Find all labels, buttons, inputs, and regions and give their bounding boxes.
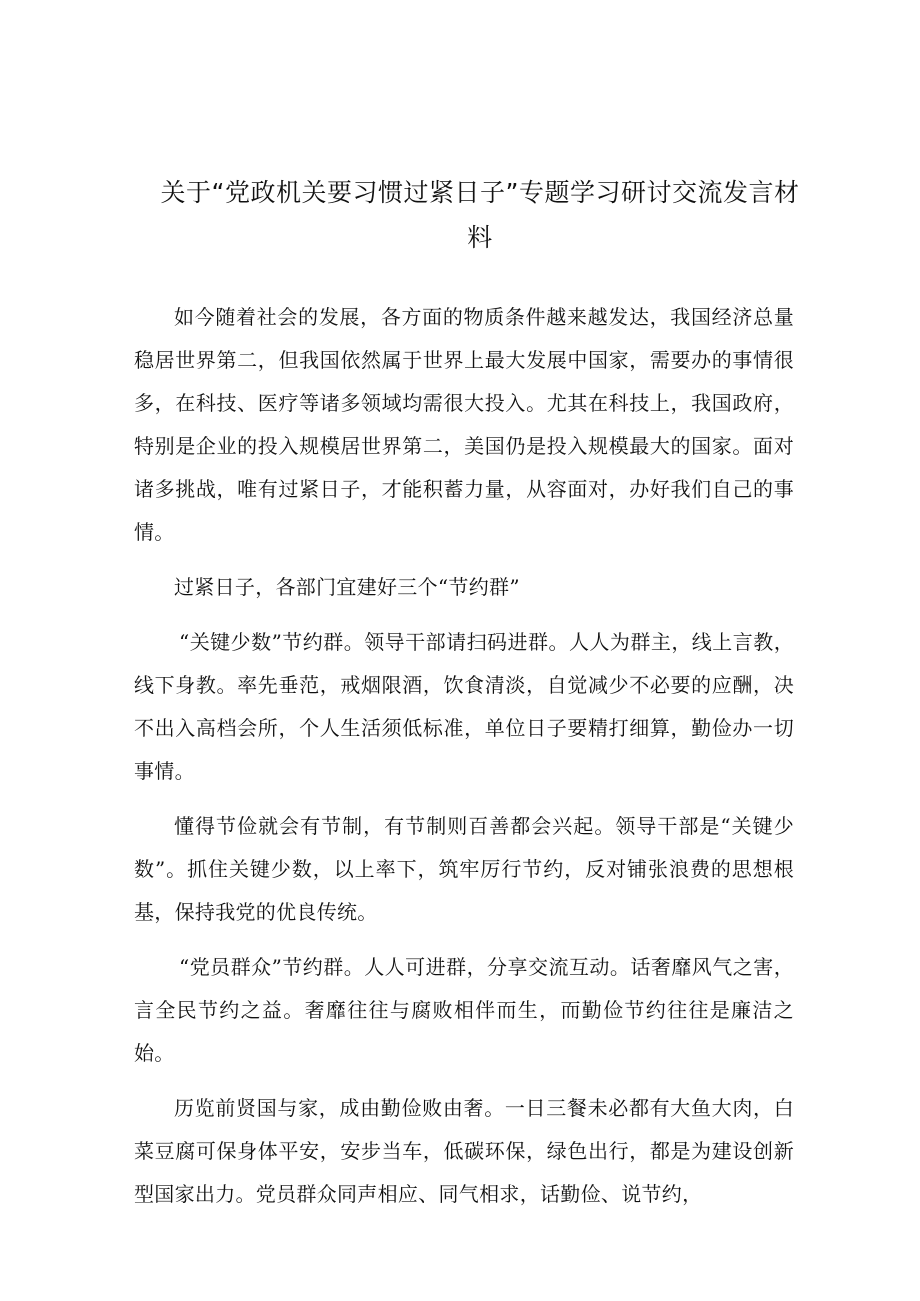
paragraph-section-heading: 过紧日子，各部门宜建好三个“节约群” xyxy=(174,575,520,599)
document-body xyxy=(134,296,794,1228)
document-title: 关于“党政机关要习惯过紧日子”专题学习研讨交流发言材料 xyxy=(160,178,800,252)
paragraph-frugality-restraint: 懂得节俭就会有节制，有节制则百善都会兴起。领导干部是“关键少数”。抓住关键少数，以上率下，筑牢厉行节约，反对铺张浪费的思想根基，保持我党的优良传统。 xyxy=(134,814,794,924)
paragraph-intro: 如今随着社会的发展，各方面的物质条件越来越发达，我国经济总量稳居世界第二，但我国依然属于世界上最大发展中国家，需要办的事情很多，在科技、医疗等诸多领域均需很大投入。尤其在科技上，我国政府，特别是企业的投入规模居世界第二，美国仍是投入规模最大的国家。面对诸多挑战，唯有过紧日子，才能积蓄力量，从容面对，办好我们自己的事情。 xyxy=(134,305,794,544)
paragraph-history-frugality: 历览前贤国与家，成由勤俭败由奢。一日三餐未必都有大鱼大肉，白菜豆腐可保身体平安，安步当车，低碳环保，绿色出行，都是为建设创新型国家出力。党员群众同声相应、同气相求，话勤俭、说节约， xyxy=(134,1096,794,1206)
paragraph-key-minority-group: “关键少数”节约群。领导干部请扫码进群。人人为群主，线上言教，线下身教。率先垂范，戒烟限酒，饮食清淡，自觉减少不必要的应酬，决不出入高档会所，个人生活须低标准，单位日子要精打细算，勤俭办一切事情。 xyxy=(134,630,794,783)
paragraph-party-members-group: “党员群众”节约群。人人可进群，分享交流互动。话奢靡风气之害，言全民节约之益。奢靡往往与腐败相伴而生，而勤俭节约往往是廉洁之始。 xyxy=(134,955,794,1065)
